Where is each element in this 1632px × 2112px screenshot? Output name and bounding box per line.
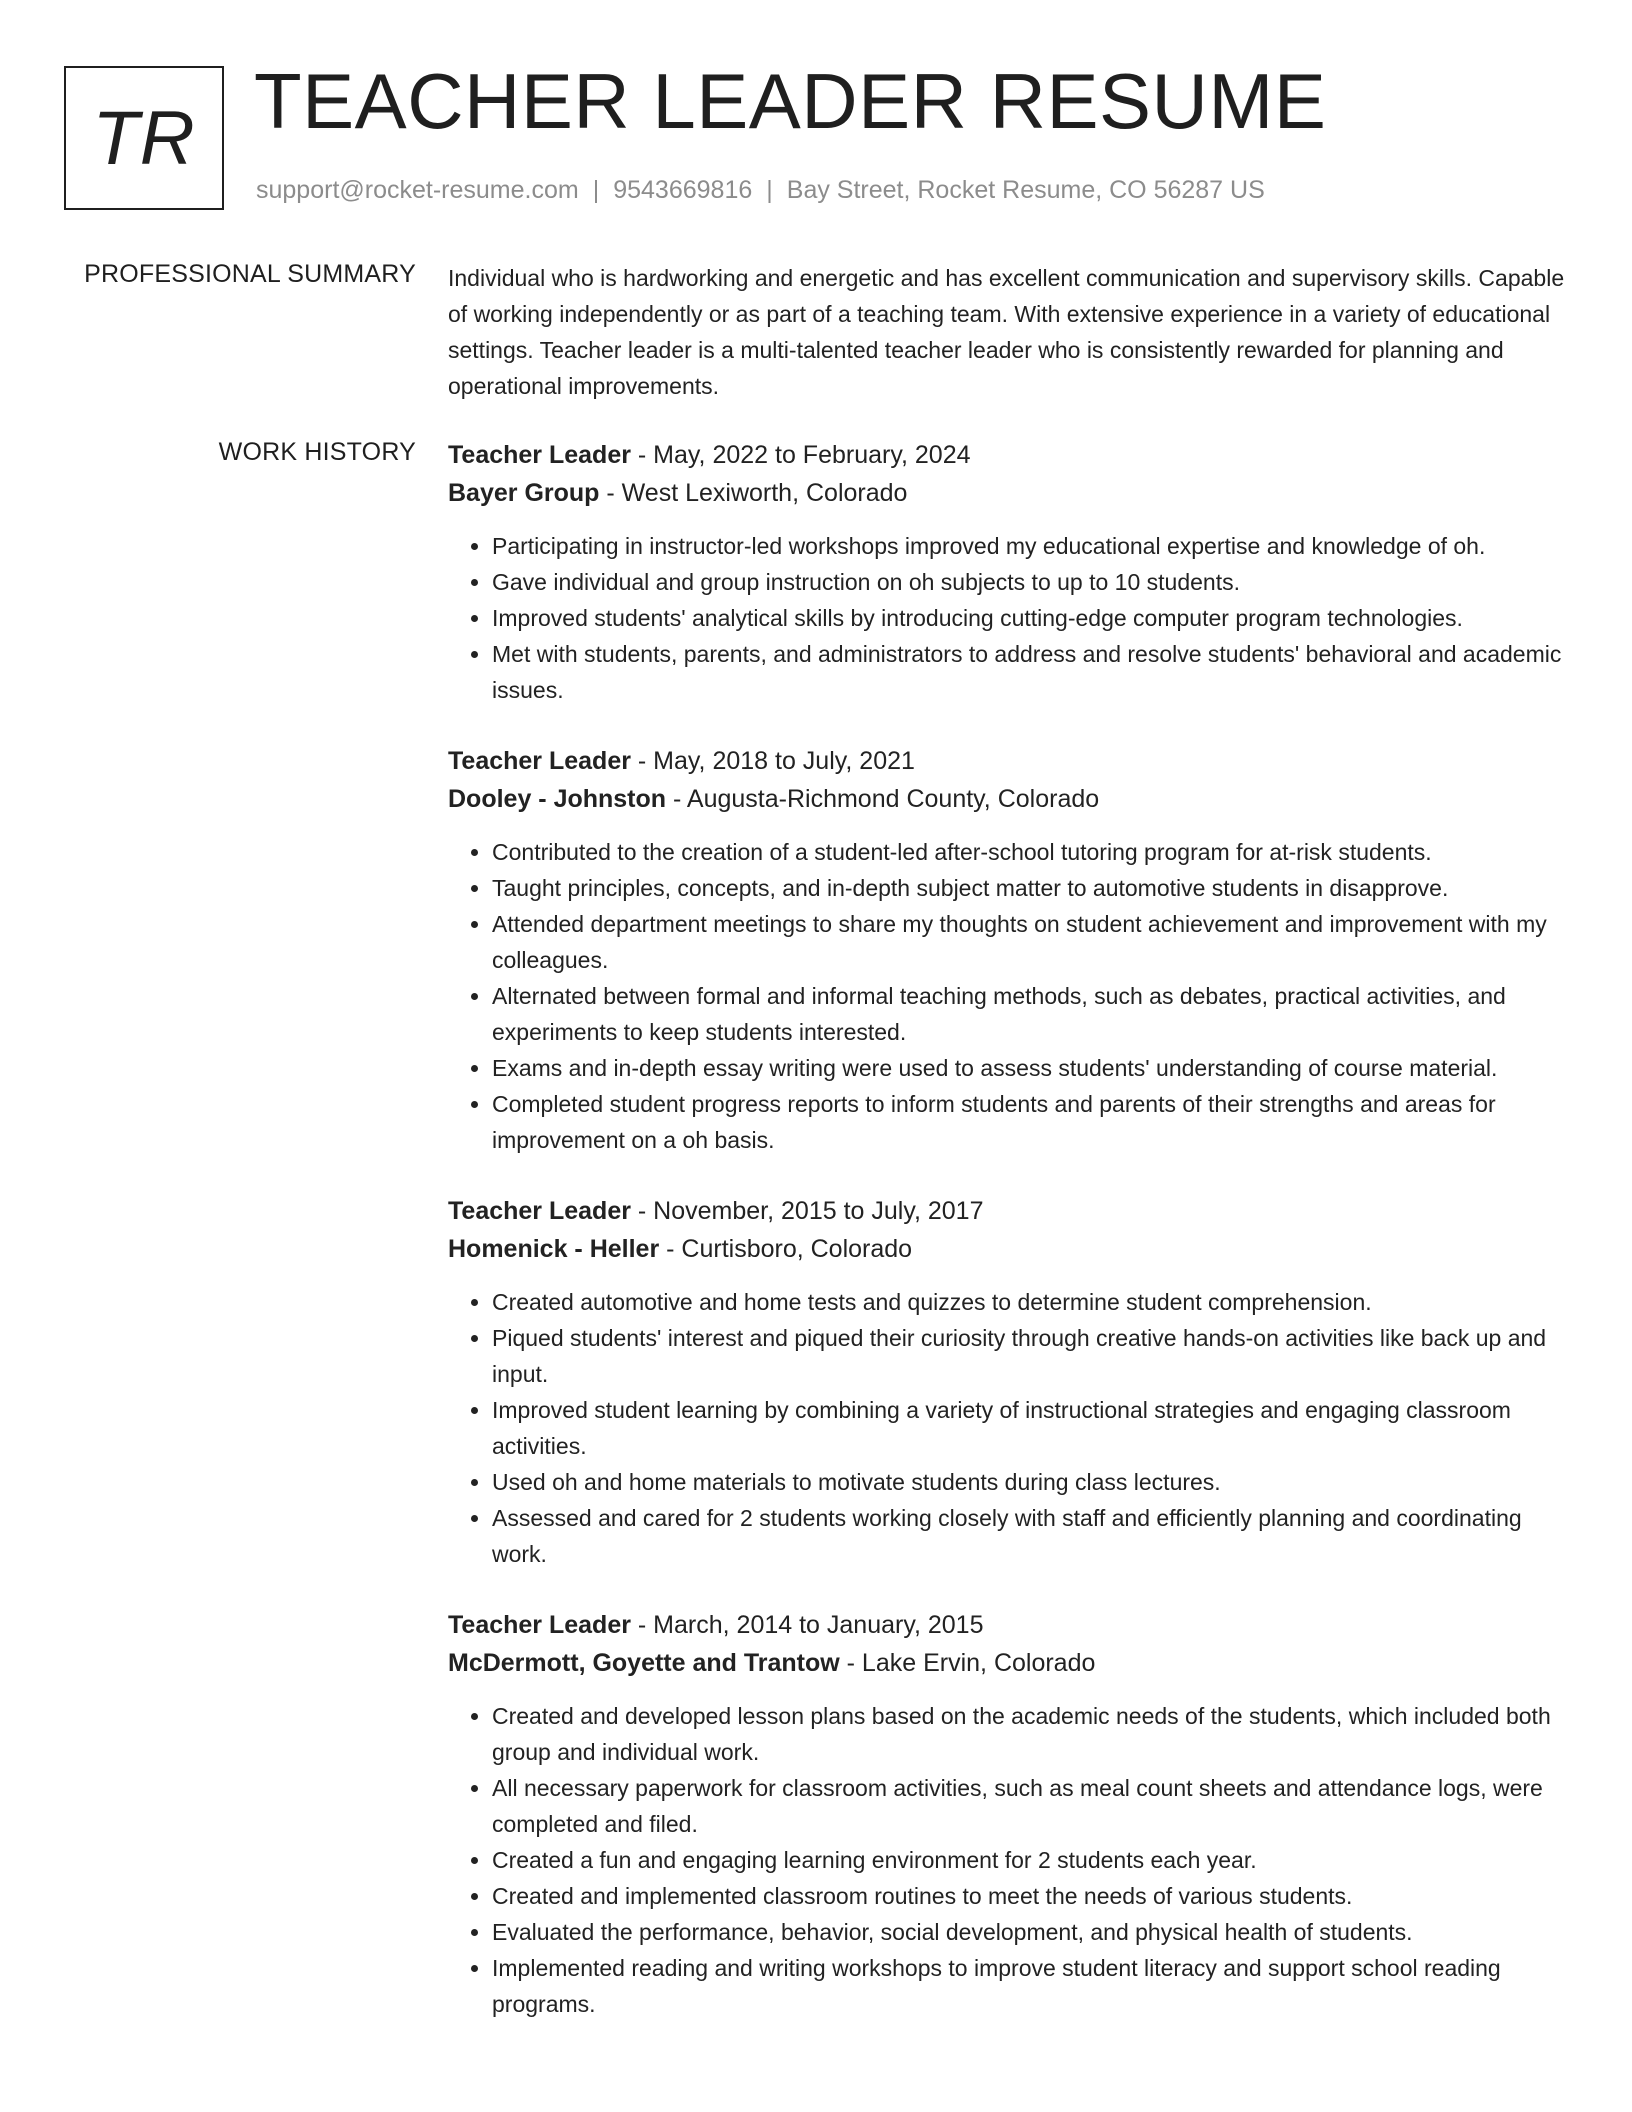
section-label-work-history: WORK HISTORY xyxy=(218,438,416,466)
contact-line xyxy=(256,176,1265,205)
job-dates: - May, 2022 to February, 2024 xyxy=(630,441,971,469)
job-location: - Lake Ervin, Colorado xyxy=(839,1649,1096,1677)
list-item: • Exams and in-depth essay writing were used to assess students' understanding of course material. xyxy=(492,1050,1570,1086)
list-item: • Evaluated the performance, behavior, social development, and physical health of students. xyxy=(492,1914,1570,1950)
job-company: McDermott, Goyette and Trantow xyxy=(448,1649,840,1677)
job-company-line xyxy=(448,1230,1570,1268)
job-dates: - March, 2014 to January, 2015 xyxy=(630,1611,984,1639)
job-company-line xyxy=(448,1644,1570,1682)
job-dates: - May, 2018 to July, 2021 xyxy=(630,747,915,775)
job-location: - Curtisboro, Colorado xyxy=(659,1235,913,1263)
job-bullets xyxy=(448,528,1570,708)
job-company: Dooley - Johnston xyxy=(448,785,667,813)
list-item: • Met with students, parents, and administrators to address and resolve students' behavioral and academic issues. xyxy=(492,636,1570,708)
list-item: • Attended department meetings to share my thoughts on student achievement and improvement with my colleagues. xyxy=(492,906,1570,978)
contact-separator: | xyxy=(766,176,773,204)
list-item: • Participating in instructor-led workshops improved my educational expertise and knowledge of oh. xyxy=(492,528,1570,564)
job-location: - West Lexiworth, Colorado xyxy=(599,479,908,507)
job-title: Teacher Leader xyxy=(448,747,631,775)
contact-phone[interactable]: 9543669816 xyxy=(613,176,753,204)
list-item: • Created and implemented classroom routines to meet the needs of various students. xyxy=(492,1878,1570,1914)
list-item: • Implemented reading and writing workshops to improve student literacy and support school reading programs. xyxy=(492,1950,1570,2022)
job-location: - Augusta-Richmond County, Colorado xyxy=(666,785,1100,813)
contact-separator: | xyxy=(592,176,600,204)
job-title-line xyxy=(448,1192,1570,1230)
list-item: • Completed student progress reports to inform students and parents of their strengths and areas for improvement on a oh basis. xyxy=(492,1086,1570,1158)
work-history xyxy=(448,436,1570,2056)
job-title-line xyxy=(448,436,1570,474)
list-item: • Alternated between formal and informal teaching methods, such as debates, practical activities, and experiments to keep students interested. xyxy=(492,978,1570,1050)
list-item: • Created a fun and engaging learning environment for 2 students each year. xyxy=(492,1842,1570,1878)
list-item: • Contributed to the creation of a student-led after-school tutoring program for at-risk students. xyxy=(492,834,1570,870)
list-item: • Improved students' analytical skills by introducing cutting-edge computer program technologies. xyxy=(492,600,1570,636)
list-item: • Created and developed lesson plans based on the academic needs of the students, which included both group and individual work. xyxy=(492,1698,1570,1770)
job-dates: - November, 2015 to July, 2017 xyxy=(630,1197,984,1225)
job-company-line xyxy=(448,780,1570,818)
job-entry xyxy=(448,742,1570,1158)
job-entry xyxy=(448,1606,1570,2022)
job-title-line xyxy=(448,742,1570,780)
job-bullets xyxy=(448,1284,1570,1572)
job-title: Teacher Leader xyxy=(448,1197,631,1225)
list-item: • Taught principles, concepts, and in-depth subject matter to automotive students in disapprove. xyxy=(492,870,1570,906)
list-item: • All necessary paperwork for classroom activities, such as meal count sheets and attendance logs, were completed and filed. xyxy=(492,1770,1570,1842)
list-item: • Created automotive and home tests and quizzes to determine student comprehension. xyxy=(492,1284,1570,1320)
job-company-line xyxy=(448,474,1570,512)
list-item: • Assessed and cared for 2 students working closely with staff and efficiently planning and coordinating work. xyxy=(492,1500,1570,1572)
job-entry xyxy=(448,1192,1570,1572)
job-bullets xyxy=(448,834,1570,1158)
summary-text: Individual who is hardworking and energetic and has excellent communication and supervisory skills. Capable of working independently or as part of a teaching team. With extensive experience in a variety of educational settings. Teacher leader is a multi-talented teacher leader who is consistently rewarded for planning and operational improvements. xyxy=(448,265,1565,399)
contact-address: Bay Street, Rocket Resume, CO 56287 US xyxy=(786,176,1265,204)
job-title-line xyxy=(448,1606,1570,1644)
resume-title: TEACHER LEADER RESUME xyxy=(254,57,1327,145)
job-bullets xyxy=(448,1698,1570,2022)
monogram-initials: TR xyxy=(92,95,196,181)
job-company: Homenick - Heller xyxy=(448,1235,660,1263)
job-company: Bayer Group xyxy=(448,479,600,507)
section-label-summary: PROFESSIONAL SUMMARY xyxy=(84,260,416,288)
job-title: Teacher Leader xyxy=(448,1611,631,1639)
list-item: • Gave individual and group instruction on oh subjects to up to 10 students. xyxy=(492,564,1570,600)
job-entry xyxy=(448,436,1570,708)
monogram-logo xyxy=(64,66,224,210)
list-item: • Used oh and home materials to motivate students during class lectures. xyxy=(492,1464,1570,1500)
contact-email[interactable]: support@rocket-resume.com xyxy=(256,176,579,204)
job-title: Teacher Leader xyxy=(448,441,631,469)
list-item: • Improved student learning by combining a variety of instructional strategies and engaging classroom activities. xyxy=(492,1392,1570,1464)
list-item: • Piqued students' interest and piqued their curiosity through creative hands-on activities like back up and input. xyxy=(492,1320,1570,1392)
